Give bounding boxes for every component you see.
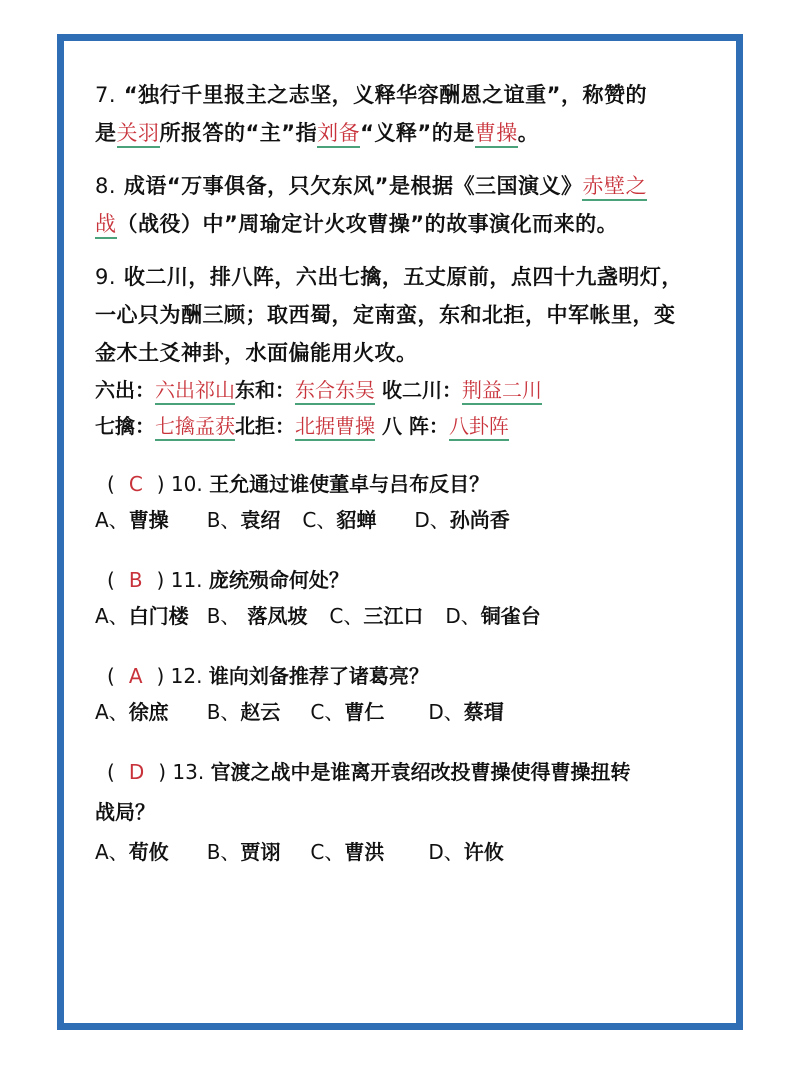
document-content (95, 76, 715, 894)
answer-bracket: ( A ) (107, 664, 164, 688)
answer-label: 收二川： (375, 378, 462, 402)
option-b: B、 落凤坡 (206, 604, 308, 628)
question-text-continued: 战局？ (95, 800, 155, 824)
option-b: B、赵云 (206, 700, 281, 724)
answer-fill: 七擒孟获 (155, 414, 235, 441)
text-segment: （战役）中”周瑜定计火攻曹操”的故事演化而来的。 (116, 212, 619, 236)
answer-fill: 战 (95, 212, 117, 239)
text-segment: 是 (95, 121, 117, 145)
question-text: 成语“万事俱备，只欠东风”是根据《三国演义》 (123, 174, 583, 198)
option-a: A、荀攸 (95, 840, 169, 864)
question-number: 8. (95, 174, 117, 198)
answer-letter: B (128, 568, 143, 592)
options-row (95, 834, 715, 870)
answer-label: 八 阵： (375, 414, 449, 438)
answer-fill: 北据曹操 (295, 414, 375, 441)
question-text: “独行千里报主之志坚，义释华容酬恩之谊重”，称赞的 (123, 83, 647, 107)
answer-label: 六出： (95, 378, 155, 402)
question-text: 官渡之战中是谁离开袁绍改投曹操使得曹操扭转 (210, 760, 631, 784)
text-segment: “义释”的是 (360, 121, 475, 145)
answer-bracket: ( B ) (107, 568, 164, 592)
question-12 (95, 658, 715, 730)
option-a: A、徐庶 (95, 700, 169, 724)
answer-bracket: ( C ) (107, 472, 165, 496)
answer-fill: 荆益二川 (462, 378, 542, 405)
option-c: C、曹仁 (310, 700, 385, 724)
option-d: D、孙尚香 (414, 508, 510, 532)
option-b: B、贾诩 (206, 840, 281, 864)
options-row (95, 694, 715, 730)
question-number: 11. (170, 568, 203, 592)
option-a: A、白门楼 (95, 604, 189, 628)
answer-letter: C (128, 472, 143, 496)
question-text: 收二川，排八阵，六出七擒，五丈原前，点四十九盏明灯， (123, 265, 683, 289)
question-text: 金木土爻神卦，水面偏能用火攻。 (95, 341, 418, 365)
text-segment: 。 (517, 121, 540, 145)
text-segment: 所报答的“主”指 (159, 121, 318, 145)
question-9 (95, 258, 715, 372)
answer-letter: A (128, 664, 143, 688)
question-text: 谁向刘备推荐了诸葛亮？ (208, 664, 429, 688)
question-text: 一心只为酬三顾；取西蜀，定南蛮，东和北拒，中军帐里，变 (95, 303, 676, 327)
options-row (95, 502, 715, 538)
q9-answers-row-2 (95, 408, 715, 444)
question-text: 王允通过谁使董卓与吕布反目？ (209, 472, 490, 496)
answer-bracket: ( D ) (107, 760, 166, 784)
question-number: 7. (95, 83, 117, 107)
answer-fill: 关羽 (117, 121, 160, 148)
answer-fill: 曹操 (475, 121, 518, 148)
question-13 (95, 754, 715, 870)
option-a: A、曹操 (95, 508, 169, 532)
options-row (95, 598, 715, 634)
question-8 (95, 167, 715, 243)
option-d: D、蔡瑁 (428, 700, 504, 724)
option-c: C、貂蝉 (302, 508, 377, 532)
question-number: 13. (172, 760, 205, 784)
option-c: C、三江口 (329, 604, 424, 628)
question-number: 12. (170, 664, 203, 688)
question-text: 庞统殒命何处？ (208, 568, 349, 592)
option-c: C、曹洪 (310, 840, 385, 864)
answer-fill: 刘备 (317, 121, 360, 148)
answer-letter: D (128, 760, 145, 784)
answer-label: 北拒： (235, 414, 295, 438)
question-11 (95, 562, 715, 634)
answer-label: 七擒： (95, 414, 155, 438)
option-b: B、袁绍 (206, 508, 281, 532)
option-d: D、许攸 (428, 840, 504, 864)
answer-fill: 东合东吴 (295, 378, 375, 405)
question-10 (95, 466, 715, 538)
answer-label: 东和： (235, 378, 295, 402)
option-d: D、铜雀台 (445, 604, 541, 628)
question-number: 10. (170, 472, 203, 496)
answer-fill: 八卦阵 (449, 414, 509, 441)
q9-answers-row-1 (95, 372, 715, 408)
question-7 (95, 76, 715, 152)
answer-fill: 六出祁山 (155, 378, 235, 405)
question-number: 9. (95, 265, 117, 289)
answer-fill: 赤壁之 (582, 174, 647, 201)
